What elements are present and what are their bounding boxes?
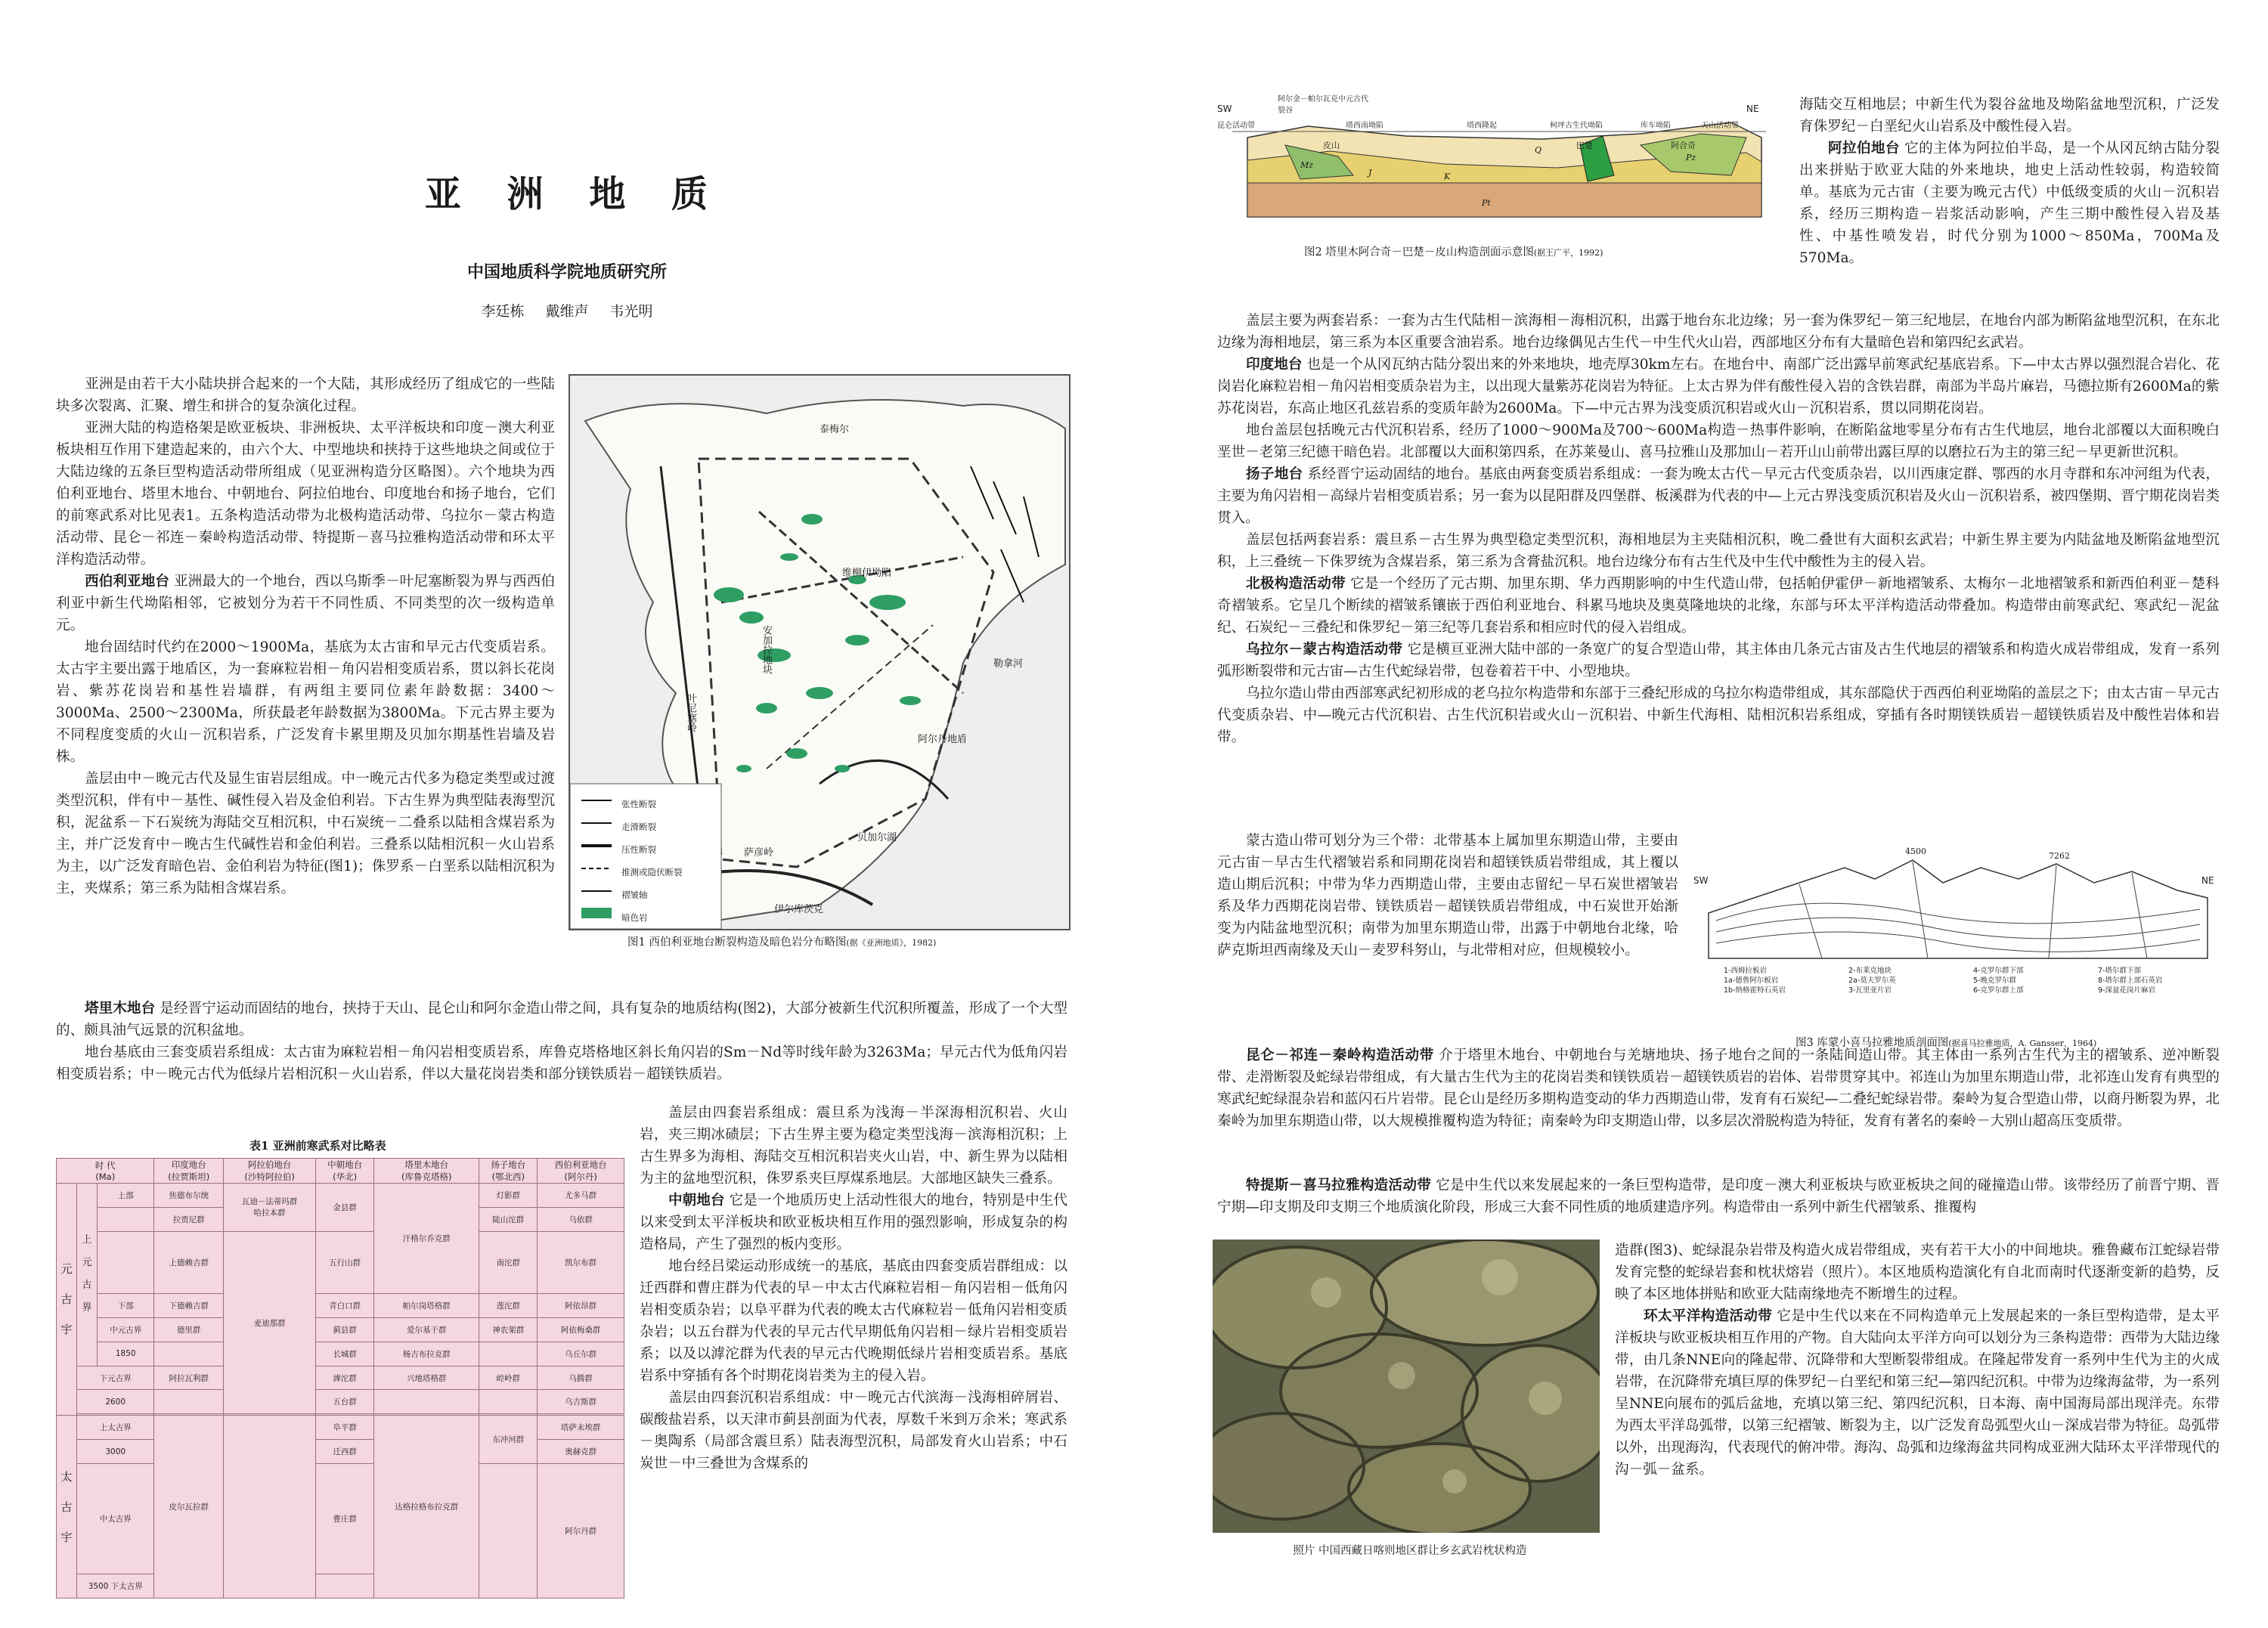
ma-cell: 中元古界: [98, 1317, 154, 1342]
authors: 李廷栋 戴维声 韦光明: [481, 303, 653, 320]
siberia-cell: 乌腾群: [538, 1366, 624, 1390]
arabia-paragraph: [1799, 138, 2220, 269]
ncc-cell: 阜平群: [316, 1416, 374, 1440]
india-body: 也是一个从冈瓦纳古陆分裂出来的外来地块，地壳厚30km左右。在地台中、南部广泛出露早前寒武纪基底岩系。下—中太古界以强烈混合岩化、花岗岩化麻粒岩相－角闪岩相变质杂岩为主，以出现大量紫苏花岗岩为特征。上太古界为伴有酸性侵入岩的含铁岩群，南部为半岛片麻岩，马德拉斯有2600Ma的紫苏花岗岩，东高止地区孔兹岩系的变质年龄为2600Ma。下—中元古界为浅变质沉积岩或火山－沉积岩系，贯以同期花岗岩。: [1217, 357, 2220, 416]
arctic-heading: 北极构造活动带: [1246, 576, 1346, 592]
table-header: 扬子地台 (鄂北西): [479, 1159, 538, 1184]
siberia-cover-paragraph: 盖层由中－晚元古代及显生宙岩层组成。中一晚元古代多为稳定类型或过渡类型沉积，伴有中－基性、碱性侵入岩及金伯利岩。下古生界为典型陆表海型沉积，泥盆系－下石炭统为海陆交互相沉积，中石炭统－二叠系以陆相含煤岩系为主，并广泛发育中－晚古生代碱性岩和金伯利岩。三叠系以陆相沉积－火山岩系为主，以广泛发育暗色岩、金伯利岩为特征(图1)；侏罗系－白垩系以陆相沉积为主，夹煤系；第三系为陆相含煤岩系。: [56, 771, 555, 896]
india-heading: 印度地台: [1246, 357, 1303, 373]
section-label: 库车坳陷: [1641, 122, 1671, 130]
yangtze-heading: 扬子地台: [1246, 466, 1303, 482]
tarim-section: [56, 998, 1067, 1085]
ncc-body: 它是一个地质历史上活动性很大的地台，特别是中生代以来受到太平洋板块和欧亚板块相互作用的强烈影响，形成复杂的构造格局，产生了强烈的板内变形。: [640, 1193, 1067, 1252]
yangtze-cell: [479, 1342, 538, 1366]
ma-cell: 1850: [98, 1342, 154, 1366]
photo-caption: 照片 中国西藏日喀则地区群让乡玄武岩枕状构造: [1293, 1545, 1527, 1557]
unit-label: Pt: [1482, 198, 1491, 208]
unit-label: K: [1444, 172, 1451, 181]
ncc-cell: 五台群: [316, 1390, 374, 1414]
right-main-column: [1217, 310, 2220, 748]
era-cell: 元 古 宇: [57, 1184, 77, 1416]
right-photo-column: [1615, 1240, 2220, 1481]
legend-item: 3-瓦里亚片岩: [1848, 986, 1892, 995]
legend-item: 张性断裂: [621, 799, 656, 809]
caption-text: 图1 西伯利亚地台断裂构造及暗色岩分布略图: [627, 936, 847, 949]
india-cell: [154, 1342, 224, 1366]
section-sw-label: SW: [1693, 875, 1709, 886]
map-label: 阿尔丹地盾: [918, 734, 968, 745]
tarim-basement-paragraph: 地台基底由三套变质岩系组成：太古宙为麻粒岩相－角闪岩相变质岩系，库鲁克塔格地区斜长角闪岩的Sm－Nd等时线年龄为3263Ma；早元古代为低角闪岩相变质岩系；中－晚元古代为低绿片岩相沉积－火山岩系，伴以大量花岗岩类和部分镁铁质岩－超镁铁质岩。: [56, 1045, 1067, 1082]
tarim-cell: 杨吉布拉克群: [374, 1342, 479, 1366]
yangtze-body: 系经晋宁运动固结的地台。基底由两套变质岩系组成：一套为晚太古代－早元古代变质杂岩，以川西康定群、鄂西的水月寺群和东冲河组为代表，主要为角闪岩相－高绿片岩相变质岩系；另一套为以昆阳群及四堡群、板溪群为代表的中—上元古界浅变质沉积岩及火山－沉积岩系，被四堡期、晋宁期花岗岩类贯入。: [1217, 466, 2220, 526]
siberia-cell: 乌吉斯群: [538, 1390, 624, 1414]
ncc-heading: 中朝地台: [668, 1193, 725, 1209]
india-cell: 拉贾尼群: [154, 1207, 224, 1231]
india-cell: 焦德布尔统: [154, 1184, 224, 1208]
siberia-cell: 奥赫克群: [538, 1440, 624, 1464]
tarim-paragraph: [56, 998, 1067, 1041]
peak-label: 7262: [2049, 851, 2070, 861]
map-label: 安加拉地块: [761, 625, 772, 674]
section-ne-label: NE: [1746, 104, 1759, 114]
yangtze-cell: [479, 1464, 538, 1599]
ncc-cover-continued: 海陆交互相地层；中新生代为裂谷盆地及坳陷盆地型沉积，广泛发育侏罗纪－白垩纪火山岩系及中酸性侵入岩。: [1799, 97, 2220, 135]
india-cell: 阿拉瓦利群: [154, 1366, 224, 1390]
india-cell: 皮尔瓦拉群: [154, 1416, 224, 1599]
tarim-cell: 汗格尔乔克群: [374, 1184, 479, 1294]
table-header: 时 代 (Ma): [57, 1159, 154, 1184]
table-header: 中朝地台 (华北): [316, 1159, 374, 1184]
section-label: 皮山: [1323, 141, 1340, 150]
table-header: 西伯利亚地台 (阿尔丹): [538, 1159, 624, 1184]
tarim-cover-paragraph: 盖层由四套岩系组成：震旦系为浅海－半深海相沉积岩、火山岩，夹三期冰碛层；下古生界主要为稳定类型浅海－滨海相沉积；上古生界多为海相、海陆交互相沉积岩夹火山岩，中、新生界为以陆相为主的盆地型沉积，侏罗系夹巨厚煤系地层。大部地区缺失三叠系。: [640, 1105, 1067, 1187]
india-cell: 下德赖吉群: [154, 1293, 224, 1317]
tarim-cell: 爱尔基干群: [374, 1317, 479, 1342]
ma-cell: 2600: [77, 1390, 154, 1414]
arabia-cell: 瓦迪－法蒂玛群 哈拉本群: [224, 1184, 316, 1232]
legend-item: 暗色岩: [621, 912, 648, 923]
map-label: 勒拿河: [993, 658, 1024, 670]
yangtze-paragraph: [1217, 463, 2220, 529]
legend-item: 6-克罗尔群上部: [1973, 986, 2024, 995]
india-cover-paragraph: 地台盖层包括晚元古代沉积岩系，经历了1000～900Ma及700～600Ma构造－热事件影响，在断陷盆地零星分布有古生代地层，地台北部覆以大面积晚白垩世－老第三纪德干暗色岩。北部覆以大面积第四系，在苏莱曼山、喜马拉雅山及那加山－若开山山前带出露巨厚的以磨拉石为主的第三纪－早更新世沉积。: [1217, 422, 2220, 460]
section-label: 昆仑活动带: [1217, 122, 1255, 130]
figure-1-caption: [627, 933, 1081, 949]
sub-era-cell: 上 元 古 界: [77, 1184, 98, 1366]
fig3-legend: [1724, 966, 2215, 995]
tarim-body: 是经晋宁运动而固结的地台，挟持于天山、昆仑山和阿尔金造山带之间，具有复杂的地质结构(图2)，大部分被新生代沉积所覆盖，形成了一个大型的、颇具油气远景的沉积盆地。: [56, 1001, 1067, 1038]
siberia-cell: 乌丘尔群: [538, 1342, 624, 1366]
ncc-cell: 蓟县群: [316, 1317, 374, 1342]
tarim-cross-section: [1217, 92, 1781, 251]
left-column: [56, 373, 555, 899]
period-cell: [98, 1207, 154, 1231]
peak-label: 4500: [1905, 846, 1926, 856]
kunlun-column: [1217, 1045, 2220, 1132]
india-paragraph: [1217, 354, 2220, 419]
caption-text: 图2 塔里木阿合奇－巴楚－皮山构造剖面示意图: [1304, 246, 1534, 258]
figure-2-section: [1217, 92, 1781, 251]
map-label: 泰梅尔: [820, 424, 850, 435]
legend-item: 5-晚克罗尔群: [1973, 976, 2016, 985]
legend-item: 8-塔尔群上部石英岩: [2098, 976, 2163, 985]
ncc-cell: 迁西群: [316, 1440, 374, 1464]
caption-source: (据王广平，1992): [1533, 248, 1603, 258]
pillow-lava-image: [1213, 1240, 1600, 1533]
precambrian-correlation-table: [56, 1158, 624, 1599]
period-cell: 3500 下太古界: [77, 1574, 154, 1599]
tarim-cell: [374, 1390, 479, 1414]
section-label: 阿合奇: [1671, 141, 1696, 150]
siberia-cell: 凯尔布群: [538, 1231, 624, 1293]
ural-mongol-body: 它是横亘亚洲大陆中部的一条宽广的复合型造山带，其主体由几条元古宙及古生代地层的褶皱系和构造火成岩带组成，发育一系列弧形断裂带和元古宙—古生代蛇绿岩带，包卷着若干中、小型地块。: [1217, 642, 2220, 679]
pacific-heading: 环太平洋构造活动带: [1644, 1308, 1773, 1324]
yangtze-cell: 莲沱群: [479, 1293, 538, 1317]
middle-column: [640, 1102, 1067, 1475]
ncc-basement-paragraph: 地台经吕梁运动形成统一的基底，基底由四套变质岩群组成：以迁西群和曹庄群为代表的早－中太古代麻粒岩相－角闪岩相－低角闪岩相变质杂岩；以阜平群为代表的晚太古代麻粒岩－低角闪岩相变质杂岩；以五台群为代表的早元古代早期低角闪岩相－绿片岩相变质岩系；以及以滹沱群为代表的早元古代晚期低绿片岩相变质岩系。基底岩系中穿插有各个时期花岗岩类为主的侵入岩。: [640, 1258, 1067, 1384]
kunlun-heading: 昆仑－祁连－秦岭构造活动带: [1246, 1048, 1434, 1063]
figure-1-map: [569, 374, 1070, 930]
legend-item: 1b-纳格霍特石英岩: [1724, 986, 1786, 995]
map-label: 贝加尔湖: [857, 832, 897, 843]
siberia-cell: 塔萨未埃群: [538, 1416, 624, 1440]
siberia-basement-paragraph: 地台固结时代约在2000～1900Ma，基底为太古宙和早元古代变质岩系。太古宇主要出露于地盾区，为一套麻粒岩相－角闪岩相变质岩系，贯以斜长花岗岩、紫苏花岗岩和基性岩墙群，有两组主要同位素年龄数据：3400～3000Ma、2500～2300Ma，所获最老年龄数据为3800Ma。下元古界主要为不同程度变质的火山－沉积岩系，广泛发育卡累里期及贝加尔期基性岩墙及岩株。: [56, 639, 555, 765]
map-label: 维柳伊坳陷: [842, 568, 892, 579]
ncc-cell: [316, 1574, 374, 1599]
tethys-body: 它是中生代以来发展起来的一条巨型构造带，是印度－澳大利亚板块与欧亚板块之间的碰撞造山带。该带经历了前晋宁期、晋宁期—印支期及印支期三个地质演化阶段，形成三大套不同性质的地质建造序列。构造带由一系列中新生代褶皱系、推覆构: [1217, 1178, 2220, 1215]
yangtze-cell: 神农架群: [479, 1317, 538, 1342]
figure-3-section: [1693, 837, 2223, 1019]
table-1-caption: 表1 亚洲前寒武系对比略表: [249, 1139, 386, 1153]
unit-label: Q: [1535, 145, 1542, 155]
institution: 中国地质科学院地质研究所: [466, 263, 667, 282]
ncc-cell: 青白口群: [316, 1293, 374, 1317]
legend-item: 推测或隐伏断裂: [621, 867, 683, 877]
figure-2-caption: [1304, 243, 1697, 259]
india-cell: [154, 1390, 224, 1414]
tethys-heading: 特提斯－喜马拉雅构造活动带: [1246, 1178, 1432, 1193]
tethys-continued: 造群(图3)、蛇绿混杂岩带及构造火成岩带组成，夹有若干大小的中间地块。雅鲁藏布江蛇绿岩带发育完整的蛇绿岩套和枕状熔岩（照片）。本区地质构造演化有自北而南时代逐渐变新的趋势，反映了本区地体拼贴和欧亚大陆南缘地壳不断增生的过程。: [1615, 1243, 2220, 1302]
arctic-paragraph: [1217, 573, 2220, 639]
legend-item: 褶皱轴: [621, 890, 648, 900]
yangtze-cell: 崆岭群: [479, 1366, 538, 1390]
ncc-cell: 五行山群: [316, 1231, 374, 1293]
india-cell: 上德赖吉群: [154, 1231, 224, 1293]
caption-source: (据《亚洲地质》，1982): [846, 938, 937, 948]
section-label: 塔西隆起: [1467, 122, 1497, 130]
legend-item: 2a-莫夫罗尔英: [1848, 976, 1896, 985]
ural-paragraph: 乌拉尔造山带由西部寒武纪初形成的老乌拉尔构造带和东部于三叠纪形成的乌拉尔构造带组成，其东部隐伏于西西伯利亚坳陷的盖层之下；由太古宙－早元古代变质杂岩、中—晚元古代沉积岩、古生代沉积岩或火山－沉积岩、中新生代海相、陆相沉积岩系组成，穿插有各时期镁铁质岩－超镁铁质岩及中酸性岩体和岩带。: [1217, 686, 2220, 745]
yangtze-cell: 东冲河群: [479, 1416, 538, 1464]
tethys-column: [1217, 1175, 2220, 1218]
legend-item: 4-克罗尔群下部: [1973, 967, 2024, 975]
ncc-cell: 滹沱群: [316, 1366, 374, 1390]
mongol-column: [1217, 830, 1678, 961]
map-label: 伊尔库茨克: [774, 904, 824, 915]
siberia-cell: 阿依梅桑群: [538, 1317, 624, 1342]
ncc-cell: 曹庄群: [316, 1464, 374, 1574]
siberia-cell: 阿依昂群: [538, 1293, 624, 1317]
arabia-heading: 阿拉伯地台: [1828, 141, 1900, 156]
unit-label: Mz: [1300, 160, 1314, 170]
ncc-cell: 长城群: [316, 1342, 374, 1366]
yangtze-cover-paragraph: 盖层包括两套岩系：震旦系－古生界为典型稳定类型沉积，海相地层为主夹陆相沉积，晚二叠世有大面积玄武岩；中新生界主要为内陆盆地及断陷盆地型沉积，上三叠统－下侏罗统为含煤岩系，第三系为含膏盐沉积。地台边缘分布有古生代及中生代中酸性为主的侵入岩。: [1217, 532, 2220, 570]
tarim-heading: 塔里木地台: [85, 1001, 156, 1017]
section-label: 天山活动带: [1701, 122, 1739, 130]
table-header: 塔里木地台 (库鲁克塔格): [374, 1159, 479, 1184]
section-ne-label: NE: [2201, 875, 2214, 886]
ma-cell: 3000: [77, 1440, 154, 1464]
siberia-body: 亚洲最大的一个地台，西以乌斯季－叶尼塞断裂为界与西西伯利亚中新生代坳陷相邻，它被划分为若干不同性质、不同类型的次一级构造单元。: [56, 574, 555, 633]
period-cell: [98, 1231, 154, 1293]
arctic-body: 它是一个经历了元古期、加里东期、华力西期影响的中生代造山带，包括帕伊霍伊－新地褶皱系、太梅尔－北地褶皱系和新西伯利亚－楚科奇褶皱系。它呈几个断续的褶皱系镶嵌于西伯利亚地台、科累马地块及奥莫隆地块的北缘，东部与环太平洋构造活动带叠加。构造带由前寒武纪、寒武纪－泥盆纪、石炭纪－三叠纪和侏罗纪－第三纪等几套岩系和相应时代的侵入岩组成。: [1217, 576, 2220, 636]
pillow-lava-photo: [1213, 1240, 1600, 1533]
tethys-paragraph: [1217, 1175, 2220, 1218]
framework-paragraph: 亚洲大陆的构造格架是欧亚板块、非洲板块、太平洋板块和印度－澳大利亚板块相互作用下建造起来的，由六个大、中型地块和挟持于这些地块之间或位于大陆边缘的五条巨型构造活动带所组成（见亚洲构造分区略图）。六个地块为西伯利亚地台、塔里木地台、中朝地台、阿拉伯地台、印度地台和扬子地台，它们的前寒武系对比见表1。五条构造活动带为北极构造活动带、乌拉尔－蒙古构造活动带、昆仑－祁连－秦岭构造活动带、特提斯－喜马拉雅构造活动带和环太平洋构造活动带。: [56, 420, 555, 568]
siberia-paragraph: [56, 571, 555, 636]
section-label: 巴楚: [1576, 141, 1593, 150]
tarim-cell: 帕尔岗塔格群: [374, 1293, 479, 1317]
period-cell: 上太古界: [77, 1416, 154, 1440]
period-cell: 下元古界: [77, 1366, 154, 1390]
page-title: 亚 洲 地 质: [424, 173, 725, 215]
kunlun-body: 介于塔里木地台、中朝地台与羌塘地块、扬子地台之间的一条陆间造山带。其主体由一系列古生代为主的褶皱系、逆冲断裂带、走滑断裂及蛇绿岩带组成，有大量古生代为主的花岗岩类和镁铁质岩－超镁铁质岩的岩体、岩带贯穿其中。祁连山为加里东期造山带，北祁连山发育有典型的寒武纪蛇绿混杂岩和蓝闪石片岩带。昆仑山是经历多期构造变动的华力西期造山带，发育有石炭纪—二叠纪蛇绿岩带。秦岭为复合型造山带，以商丹断裂为界，北秦岭为加里东期造山带，以大规模推覆构造为特征；南秦岭为印支期造山带，以多层次滑脱构造为特征，发育有著名的秦岭－大别山超高压变质带。: [1217, 1048, 2220, 1129]
legend-item: 1-西姆拉板岩: [1724, 967, 1767, 975]
tarim-cell: 达格拉格布拉克群: [374, 1416, 479, 1599]
ural-mongol-paragraph: [1217, 639, 2220, 682]
period-cell: 下部: [98, 1293, 154, 1317]
pacific-body: 它是中生代以来在不同构造单元上发展起来的一条巨型构造带，是太平洋板块与欧亚板块相互作用的产物。自大陆向太平洋方向可以划分为三条构造带：西带为大陆边缘带，由几条NNE向的隆起带、沉降带和大型断裂带组成。在隆起带发育一系列中生代为主的火成岩带，在沉降带充填巨厚的侏罗纪－白垩纪和第三纪—第四纪沉积。中带为边缘海盆带，为一系列呈NNE向展布的弧后盆地，充填以第三纪、第四纪沉积，日本海、南中国海局部出现洋壳。东带为西太平洋岛弧带，以第三纪褶皱、断裂为主，以广泛发育岛弧型火山－深成岩带为特征。岛弧带以外，出现海沟，代表现代的俯冲带。海沟、岛弧和边缘海盆共同构成亚洲大陆环太平洋带现代的沟－弧－盆系。: [1615, 1308, 2220, 1478]
siberia-heading: 西伯利亚地台: [85, 574, 170, 590]
period-cell: 中太古界: [77, 1464, 154, 1574]
table-header: 阿拉伯地台 (沙特阿拉伯): [224, 1159, 316, 1184]
arabia-cover-paragraph: 盖层主要为两套岩系：一套为古生代陆相－滨海相－海相沉积，出露于地台东北边缘；另一套为侏罗纪－第三纪地层，在地台内部为断陷盆地型沉积，在东北边缘为海相地层，第三系为本区重要含油岩系。地台边缘偶见古生代－中生代火山岩，西部地区分布有大量暗色岩和第四纪玄武岩。: [1217, 313, 2220, 351]
siberia-cell: 尤多马群: [538, 1184, 624, 1208]
pacific-paragraph: [1615, 1305, 2220, 1481]
map-label: 叶尼塞岭: [685, 693, 696, 732]
section-sw-label: SW: [1217, 104, 1232, 114]
unit-label: Pz: [1686, 153, 1696, 162]
section-label: 塔西南坳陷: [1346, 122, 1383, 130]
ncc-cover-paragraph: 盖层由四套沉积岩系组成：中－晚元古代滨海－浅海相碎屑岩、碳酸盐岩系，以天津市蓟县剖面为代表，厚数千米到万余米；寒武系－奥陶系（局部含震旦系）陆表海型沉积，局部发育火山岩系；中石炭世－中三叠世为含煤系的: [640, 1390, 1067, 1472]
arabia-cell: 麦迪那群: [224, 1231, 316, 1414]
caption-text: 图3 库蒙小喜马拉雅地质剖面图: [1796, 1037, 1949, 1049]
period-cell: 上部: [98, 1184, 154, 1208]
legend-item: 9-深盆花岗片麻岩: [2098, 986, 2155, 995]
unit-label: J: [1368, 168, 1372, 178]
ncc-paragraph: [640, 1190, 1067, 1255]
yangtze-cell: 南沱群: [479, 1231, 538, 1293]
legend-item: 2-布莱克地块: [1848, 967, 1892, 975]
section-label: 柯坪古生代坳陷: [1550, 122, 1603, 130]
map-legend: [621, 793, 683, 929]
arabia-cell: [224, 1416, 316, 1599]
yangtze-cell: 灯影群: [479, 1184, 538, 1208]
tarim-cell: 兴地塔格群: [374, 1366, 479, 1390]
yangtze-cell: [479, 1390, 538, 1414]
ncc-cell: 金县群: [316, 1184, 374, 1232]
map-label: 萨彦岭: [744, 847, 774, 859]
ural-mongol-heading: 乌拉尔－蒙古构造活动带: [1246, 642, 1403, 658]
intro-paragraph: 亚洲是由若干大小陆块拼合起来的一个大陆，其形成经历了组成它的一些陆块多次裂离、汇聚、增生和拼合的复杂演化过程。: [56, 376, 555, 414]
caption-source: (据喜马拉雅地质，A. Gansser，1964): [1948, 1038, 2097, 1048]
legend-item: 压性断裂: [621, 844, 656, 855]
legend-item: 1a-德鲁阿尔板岩: [1724, 976, 1779, 985]
kunlun-paragraph: [1217, 1045, 2220, 1132]
siberia-cell: 乌依群: [538, 1207, 624, 1231]
section-label: 阿尔金－帕尔瓦克中元古代裂谷: [1278, 95, 1368, 115]
era-cell: 太 古 宇: [57, 1416, 77, 1599]
table-header: 印度地台 (拉贾斯坦): [154, 1159, 224, 1184]
siberia-cell: 阿尔丹群: [538, 1464, 624, 1599]
mongol-paragraph: 蒙古造山带可划分为三个带：北带基本上属加里东期造山带，主要由元古宙－早古生代褶皱岩系和同期花岗岩和超镁铁质岩带组成，其上覆以造山期后沉积；中带为华力西期造山带，主要由志留纪－早石炭世褶皱岩系及华力西期花岗岩带、镁铁质岩－超镁铁质岩带组成，中石炭世开始渐变为内陆盆地型沉积；南带为加里东期造山带，出露于中朝地台北缘，哈萨克斯坦西南缘及天山－麦罗科努山，与北带相对应，但规模较小。: [1217, 833, 1678, 958]
yangtze-cell: 陡山沱群: [479, 1207, 538, 1231]
india-cell: 德里群: [154, 1317, 224, 1342]
right-top-column: [1799, 94, 2220, 269]
legend-item: 7-塔尔群下部: [2098, 967, 2141, 975]
arabia-body: 它的主体为阿拉伯半岛，是一个从冈瓦纳古陆分裂出来拼贴于欧亚大陆的外来地块，地史上活动性较弱，构造较简单。基底为元古宙（主要为晚元古代）中低级变质的火山－沉积岩系，经历三期构造－岩浆活动影响，产生三期中酸性侵入岩及基性、中基性喷发岩，时代分别为1000～850Ma，700Ma及570Ma。: [1799, 141, 2220, 266]
legend-item: 走滑断裂: [621, 822, 656, 832]
